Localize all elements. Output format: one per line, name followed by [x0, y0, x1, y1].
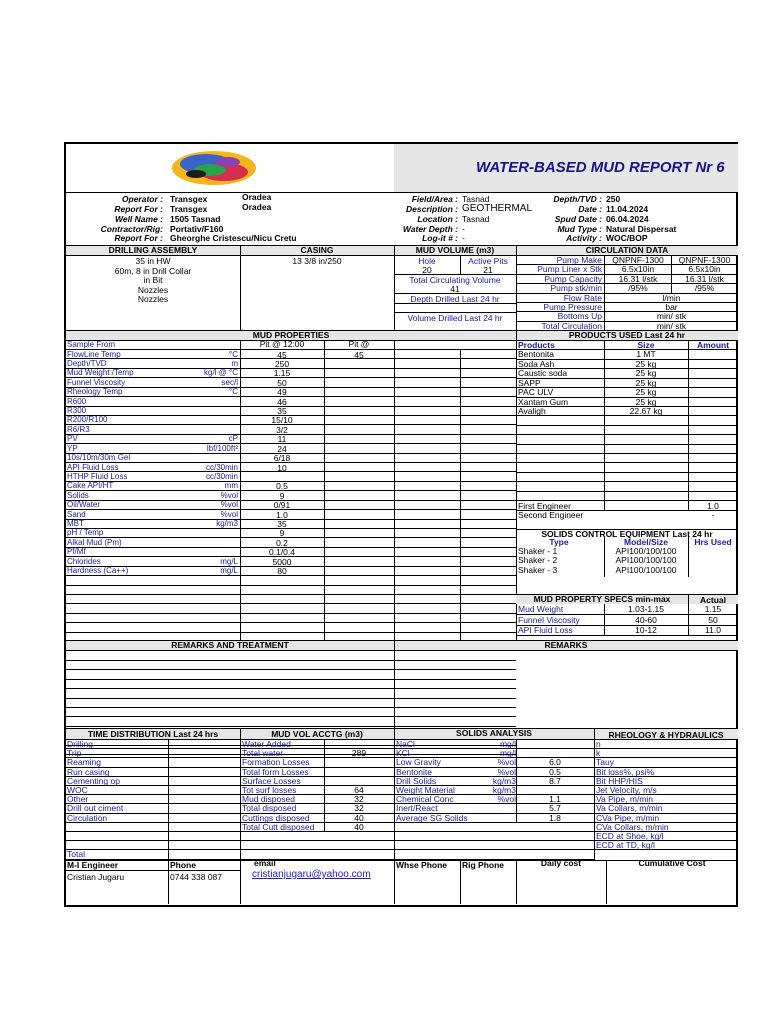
mud-vol-acctg-title: MUD VOL ACCTG (m3) — [271, 729, 363, 739]
solids-type: Shaker - 2 — [518, 555, 558, 566]
time-row-label: Drilling — [67, 739, 93, 749]
rheology-label: Va Collars, m/min — [596, 803, 663, 814]
rheology-label: k — [596, 748, 601, 759]
rig-phone-label: Rig Phone — [462, 860, 505, 870]
time-row-label: Drill out ciment — [67, 803, 124, 814]
spec-actual: 11.0 — [705, 625, 721, 635]
property-value: 50 — [277, 377, 287, 388]
assembly-line: 35 in HW — [135, 256, 171, 266]
specs-actual-label: Actual — [700, 595, 726, 605]
property-label: R200/R100 — [67, 415, 108, 425]
solids-analysis-unit: kg/m3 — [492, 785, 516, 795]
property-label: R6/R3 — [67, 424, 90, 434]
solids-analysis-title: SOLIDS ANALYSIS — [456, 728, 532, 738]
rheology-label: CVa Collars, m/min — [596, 821, 669, 832]
product-name: Caustic soda — [518, 368, 568, 379]
property-label: Rheology Temp — [67, 387, 123, 397]
engineer-value: - — [711, 510, 715, 521]
solids-analysis-value: 6.0 — [549, 757, 561, 768]
property-value: 1.0 — [276, 509, 288, 520]
mud-vol-label: Tot surf losses — [242, 785, 297, 795]
circulation-label: Pump Liner x Stk — [537, 264, 602, 275]
header-label: Mud Type : — [557, 224, 602, 234]
spec-range: 40-60 — [635, 614, 657, 625]
circulation-label: Pump Pressure — [543, 302, 602, 312]
property-label: Funnel Viscosity — [67, 377, 126, 387]
circulation-value: /95% — [694, 283, 715, 294]
time-row-label: Circulation — [67, 812, 108, 823]
solids-control-title: SOLIDS CONTROL EQUIPMENT Last 24 hr — [541, 529, 713, 539]
header-label: Report For : — [114, 233, 163, 243]
header-value: 11.04.2024 — [606, 204, 649, 214]
engineer-label: First Engineer — [518, 501, 571, 511]
property-value — [324, 566, 394, 576]
property-label: 10s/10m/30m Gel — [67, 453, 131, 463]
header-label: Water Depth : — [402, 224, 458, 234]
solids-analysis-unit: %vol — [497, 757, 516, 768]
cumulative-cost-label: Cumulative Cost — [638, 858, 706, 868]
property-label: PV — [67, 434, 78, 444]
drilling-assembly-title: DRILLING ASSEMBLY — [108, 245, 198, 255]
rheology-title: RHEOLOGY & HYDRAULICS — [608, 730, 724, 740]
circulation-value: bar — [665, 302, 678, 312]
product-name: Xantam Gum — [518, 396, 569, 407]
spec-label: Funnel Viscosity — [518, 614, 580, 625]
header-value: 1505 Tasnad — [170, 214, 221, 224]
circulation-value: /95% — [628, 283, 648, 294]
property-value: 15/10 — [271, 415, 293, 426]
property-label: YP — [67, 443, 78, 453]
mud-vol-value: 289 — [351, 748, 367, 759]
circulation-title: CIRCULATION DATA — [585, 245, 669, 255]
property-value: 1.15 — [273, 368, 291, 379]
property-label: pH / Temp — [67, 528, 104, 538]
time-total-label: Total — [67, 849, 85, 860]
circulation-label: Pump Capacity — [544, 273, 602, 284]
header-label: Field/Area : — [411, 194, 458, 204]
mud-vol-label: Water Added — [242, 739, 291, 749]
active-value: 21 — [483, 265, 493, 275]
property-unit: cc/30min — [205, 471, 238, 481]
property-value: 0.1/0.4 — [269, 547, 295, 558]
property-value: 35 — [277, 519, 287, 530]
product-size: 25 kg — [635, 368, 657, 379]
products-col-name: Products — [518, 340, 555, 350]
property-value: 46 — [277, 396, 287, 407]
property-label: Sample From — [67, 340, 116, 350]
casing-value: 13 3/8 in/250 — [292, 256, 342, 266]
header-value: GEOTHERMAL — [462, 203, 533, 214]
mud-vol-label: Surface Losses — [242, 775, 301, 786]
mud-vol-value: 64 — [354, 785, 364, 795]
header-value: 250 — [606, 194, 621, 204]
engineer-label: Second Engineer — [518, 510, 584, 521]
assembly-line: 60m, 8 in Drill Collar — [114, 265, 192, 276]
mud-vol-label: Mud disposed — [242, 794, 295, 805]
solids-col-type: Type — [549, 537, 569, 547]
solids-analysis-unit: kg/m3 — [492, 775, 516, 786]
header-value: Gheorghe Cristescu/Nicu Cretu — [170, 233, 297, 243]
solids-analysis-label: Low Gravity — [396, 757, 441, 768]
header-value: - — [462, 233, 465, 243]
header-value: Tasnad — [462, 194, 490, 204]
daily-cost-label: Daily cost — [540, 858, 582, 868]
circulation-label: Total Circulation — [541, 320, 602, 331]
property-unit: %vol — [220, 500, 238, 510]
circulation-value: QNPNF-1300 — [678, 255, 731, 265]
header-value: - — [462, 224, 465, 234]
mud-vol-value: 40 — [354, 821, 364, 832]
solids-analysis-label: Bentonite — [396, 766, 432, 777]
property-label: Oil/Water — [67, 500, 101, 510]
header-label: Log-it # : — [422, 233, 458, 243]
property-label: Sand — [67, 509, 86, 519]
header-label: Location : — [417, 214, 458, 224]
rheology-label: Jet Velocity, m/s — [596, 785, 657, 795]
property-label: R300 — [67, 406, 87, 416]
header-label: Spud Date : — [554, 214, 602, 224]
time-row-label: WOC — [67, 785, 88, 795]
mud-volume-title: MUD VOLUME (m3) — [415, 245, 495, 255]
solids-analysis-label: Drill Solids — [396, 775, 437, 786]
property-value: 80 — [277, 566, 287, 577]
property-label: Cake API/HT — [67, 481, 114, 491]
header-value: Transgex — [170, 204, 208, 214]
remarks-title: REMARKS — [544, 640, 588, 650]
product-name: PAC ULV — [518, 387, 554, 398]
pit-col-1: Pit @ 12:00 — [259, 339, 305, 349]
solids-analysis-label: Inert/React — [396, 803, 438, 814]
engineer-value: 1.0 — [707, 501, 719, 511]
solids-type: Shaker - 3 — [518, 564, 558, 575]
product-name: Bentonita — [518, 349, 554, 360]
depth-drilled-label: Depth Drilled Last 24 hr — [410, 294, 500, 304]
property-value: 3/2 — [276, 424, 288, 435]
time-row-label: Run casing — [67, 766, 110, 777]
specs-title: MUD PROPERTY SPECS min-max — [533, 594, 671, 604]
active-pits-label: Active Pits — [468, 256, 508, 266]
product-size: 22.67 kg — [629, 405, 663, 416]
solids-analysis-value: 5.7 — [549, 803, 561, 814]
property-value: 5000 — [272, 556, 292, 567]
solids-analysis-value: 1.8 — [549, 812, 561, 823]
circulation-value: 16.31 l/stk — [685, 273, 724, 284]
rheology-label: n — [596, 739, 601, 749]
rheology-label: CVa Pipe, m/min — [596, 812, 660, 823]
assembly-line: Nozzles — [137, 294, 169, 304]
header-value: Tasnad — [462, 214, 490, 224]
circulation-label: Pump stk/min — [550, 283, 602, 294]
property-value: 45 — [277, 349, 287, 360]
header-label: Report For : — [114, 204, 163, 214]
products-title: PRODUCTS USED Last 24 hr — [568, 330, 686, 340]
mud-properties-title: MUD PROPERTIES — [252, 330, 330, 340]
property-unit: mm — [224, 481, 238, 491]
product-name: SAPP — [518, 377, 541, 388]
header-label: Date : — [578, 204, 602, 214]
mud-vol-value: 32 — [354, 803, 364, 814]
circulation-label: Bottoms Up — [557, 311, 602, 322]
rheology-label: Va Pipe, m/min — [596, 794, 654, 805]
spec-range: 10-12 — [635, 625, 657, 635]
circulation-value: l/min — [662, 292, 681, 303]
remarks-treatment-title: REMARKS AND TREATMENT — [171, 640, 289, 650]
spec-label: Mud Weight — [518, 604, 564, 614]
mud-vol-label: Formation Losses — [242, 757, 310, 768]
property-value: 11 — [277, 434, 287, 445]
property-value: 45 — [354, 349, 364, 360]
spec-label: API Fluid Loss — [518, 625, 573, 635]
solids-type: Shaker - 1 — [518, 546, 558, 556]
circulation-label: Pump Make — [556, 255, 602, 265]
property-label: API Fluid Loss — [67, 462, 119, 472]
mud-vol-label: Total water — [242, 748, 284, 759]
solids-analysis-label: Average SG Solids — [396, 812, 468, 823]
property-label: Solids — [67, 490, 89, 500]
property-unit: lbf/100ft² — [206, 443, 238, 453]
solids-analysis-label: KCl — [396, 748, 410, 759]
tcv-value: 41 — [450, 284, 460, 294]
solids-analysis-label: NaCl — [396, 739, 415, 749]
header-value: WOC/BOP — [606, 233, 648, 243]
property-unit: mg/L — [220, 556, 238, 566]
property-label: HTHP Fluid Loss — [67, 471, 128, 481]
engineer-label: M-I Engineer — [67, 860, 119, 870]
property-value: 250 — [274, 358, 290, 369]
volume-drilled-label: Volume Drilled Last 24 hr — [407, 313, 503, 323]
time-row-label: Other — [67, 794, 89, 805]
assembly-line: Nozzles — [137, 284, 169, 295]
property-unit: mg/L — [220, 566, 238, 576]
product-size: 25 kg — [635, 358, 657, 369]
report-title: WATER-BASED MUD REPORT Nr 6 — [476, 159, 725, 176]
rheology-label: ECD at TD, kg/l — [596, 840, 655, 851]
property-value: 0/91 — [273, 500, 291, 511]
solids-analysis-unit: mg/l — [499, 739, 516, 749]
time-row-label: Trip — [67, 748, 82, 759]
product-name: Avaligh — [518, 405, 546, 416]
circulation-value: 6.5x10in — [621, 264, 655, 275]
engineer-name: Cristian Jugaru — [67, 872, 125, 882]
mud-vol-label: Total form Losses — [242, 766, 309, 777]
product-size: 1 MT — [636, 349, 656, 360]
time-distribution-title: TIME DISTRIBUTION Last 24 hrs — [87, 729, 219, 739]
header-value: Transgex — [170, 194, 208, 204]
solids-analysis-label: Chemical Conc — [396, 794, 454, 805]
property-value: 6/18 — [273, 453, 291, 464]
property-label: Hardness (Ca++) — [67, 566, 129, 576]
mud-vol-value: 40 — [354, 812, 364, 823]
solids-analysis-value: 1.1 — [549, 794, 561, 805]
property-unit: kg/m3 — [216, 519, 238, 529]
property-value: 10 — [277, 462, 287, 473]
property-label: Pf/Mf — [67, 547, 86, 557]
solids-model: API100/100/100 — [615, 564, 677, 575]
header-value: Natural Dispersat — [606, 224, 677, 234]
solids-analysis-label: Weight Material — [396, 785, 455, 795]
product-size: 25 kg — [635, 387, 657, 398]
property-label: R600 — [67, 396, 87, 406]
circulation-value: min/ stk — [656, 311, 687, 322]
header-label: Activity : — [566, 233, 602, 243]
solids-analysis-unit — [460, 813, 516, 823]
property-label: Depth/TVD — [67, 358, 107, 368]
report-sheet — [64, 142, 738, 907]
casing-title: CASING — [300, 245, 334, 255]
engineer-phone: 0744 338 087 — [170, 872, 222, 882]
header-label: Depth/TVD : — [553, 194, 602, 204]
property-label: MBT — [67, 519, 84, 529]
property-unit: °C — [229, 349, 238, 359]
header-value: Portativ/F160 — [170, 224, 224, 234]
time-row-label: Reaming — [67, 757, 102, 768]
spec-actual: 1.15 — [704, 604, 722, 614]
solids-analysis-unit: %vol — [497, 794, 516, 805]
header-label: Description : — [406, 204, 458, 214]
pit-col-2: Pit @ — [348, 339, 370, 349]
header-label: Contractor/Rig: — [100, 224, 163, 234]
property-value: 0.5 — [276, 481, 288, 492]
products-col-amount: Amount — [696, 340, 730, 350]
circulation-value: QNPNF-1300 — [612, 255, 664, 265]
tcv-label: Total Circulating Volume — [409, 275, 501, 285]
property-unit: kg/l @ °C — [204, 368, 238, 378]
property-label: Chlorides — [67, 556, 101, 566]
property-value: 0.2 — [276, 537, 288, 548]
property-unit: %vol — [220, 490, 238, 500]
engineer-email[interactable]: cristianjugaru@yahoo.com — [252, 869, 371, 880]
product-name: Soda Ash — [518, 358, 555, 369]
property-label: FlowLine Temp — [67, 349, 121, 359]
solids-col-model: Model/Size — [624, 537, 668, 547]
spec-actual: 50 — [708, 614, 718, 625]
products-col-size: Size — [637, 340, 655, 350]
header-label: Operator : — [121, 194, 163, 204]
email-label: email — [254, 858, 276, 868]
rheology-label: Bit HHP/HIS — [596, 775, 643, 786]
circulation-value: 16.31 l/stk — [618, 273, 658, 284]
property-unit: m — [231, 358, 238, 368]
mud-vol-label: Cuttings disposed — [242, 812, 310, 823]
solids-col-hrs: Hrs Used — [694, 537, 732, 547]
property-unit: cP — [228, 434, 238, 444]
mud-vol-label: Total disposed — [242, 803, 297, 814]
time-row-label: Cementing op — [67, 775, 120, 786]
property-label: Mud Weight /Temp — [67, 368, 134, 378]
mud-vol-value: 32 — [354, 794, 364, 805]
solids-model: API100/100/100 — [615, 555, 677, 566]
property-unit: °C — [229, 387, 238, 397]
header-value: 06.04.2024 — [606, 214, 649, 224]
solids-analysis-unit: %vol — [497, 766, 516, 777]
property-unit: sec/l — [221, 377, 238, 387]
solids-analysis-value: 8.7 — [549, 775, 561, 786]
circulation-value: 6.5x10in — [688, 264, 721, 275]
product-size: 25 kg — [635, 396, 657, 407]
rheology-label: Bit loss%, psi% — [596, 766, 655, 777]
header-extra: Oradea — [242, 202, 272, 212]
property-value: 24 — [277, 443, 287, 454]
product-size: 25 kg — [635, 377, 657, 388]
hole-value: 20 — [422, 265, 432, 275]
solids-analysis-value: 0.5 — [549, 766, 561, 777]
property-value: 49 — [277, 387, 287, 398]
whse-phone-label: Whse Phone — [396, 860, 448, 870]
property-value: 9 — [279, 528, 285, 539]
property-value: 9 — [279, 490, 285, 501]
phone-label: Phone — [170, 860, 196, 870]
rheology-label: ECD at Shoe, kg/l — [596, 831, 664, 841]
rheology-label: Tauy — [596, 757, 614, 768]
property-unit: cc/30min — [205, 462, 238, 472]
assembly-line: in Bit — [143, 275, 163, 285]
spec-range: 1.03-1.15 — [628, 604, 664, 614]
solids-analysis-unit: mg/l — [499, 748, 516, 759]
circulation-value: min/ stk — [656, 320, 687, 331]
hole-label: Hole — [418, 256, 436, 266]
mud-vol-label: Total Cutt disposed — [242, 821, 315, 832]
property-value: 35 — [277, 406, 287, 417]
property-unit: %vol — [220, 509, 238, 519]
solids-model: API100/100/100 — [615, 546, 677, 556]
company-logo — [166, 146, 262, 190]
circulation-label: Flow Rate — [563, 292, 602, 303]
header-extra: Oradea — [242, 192, 272, 202]
property-label: Alkal Mud (Pm) — [67, 537, 122, 547]
header-label: Well Name : — [114, 214, 163, 224]
